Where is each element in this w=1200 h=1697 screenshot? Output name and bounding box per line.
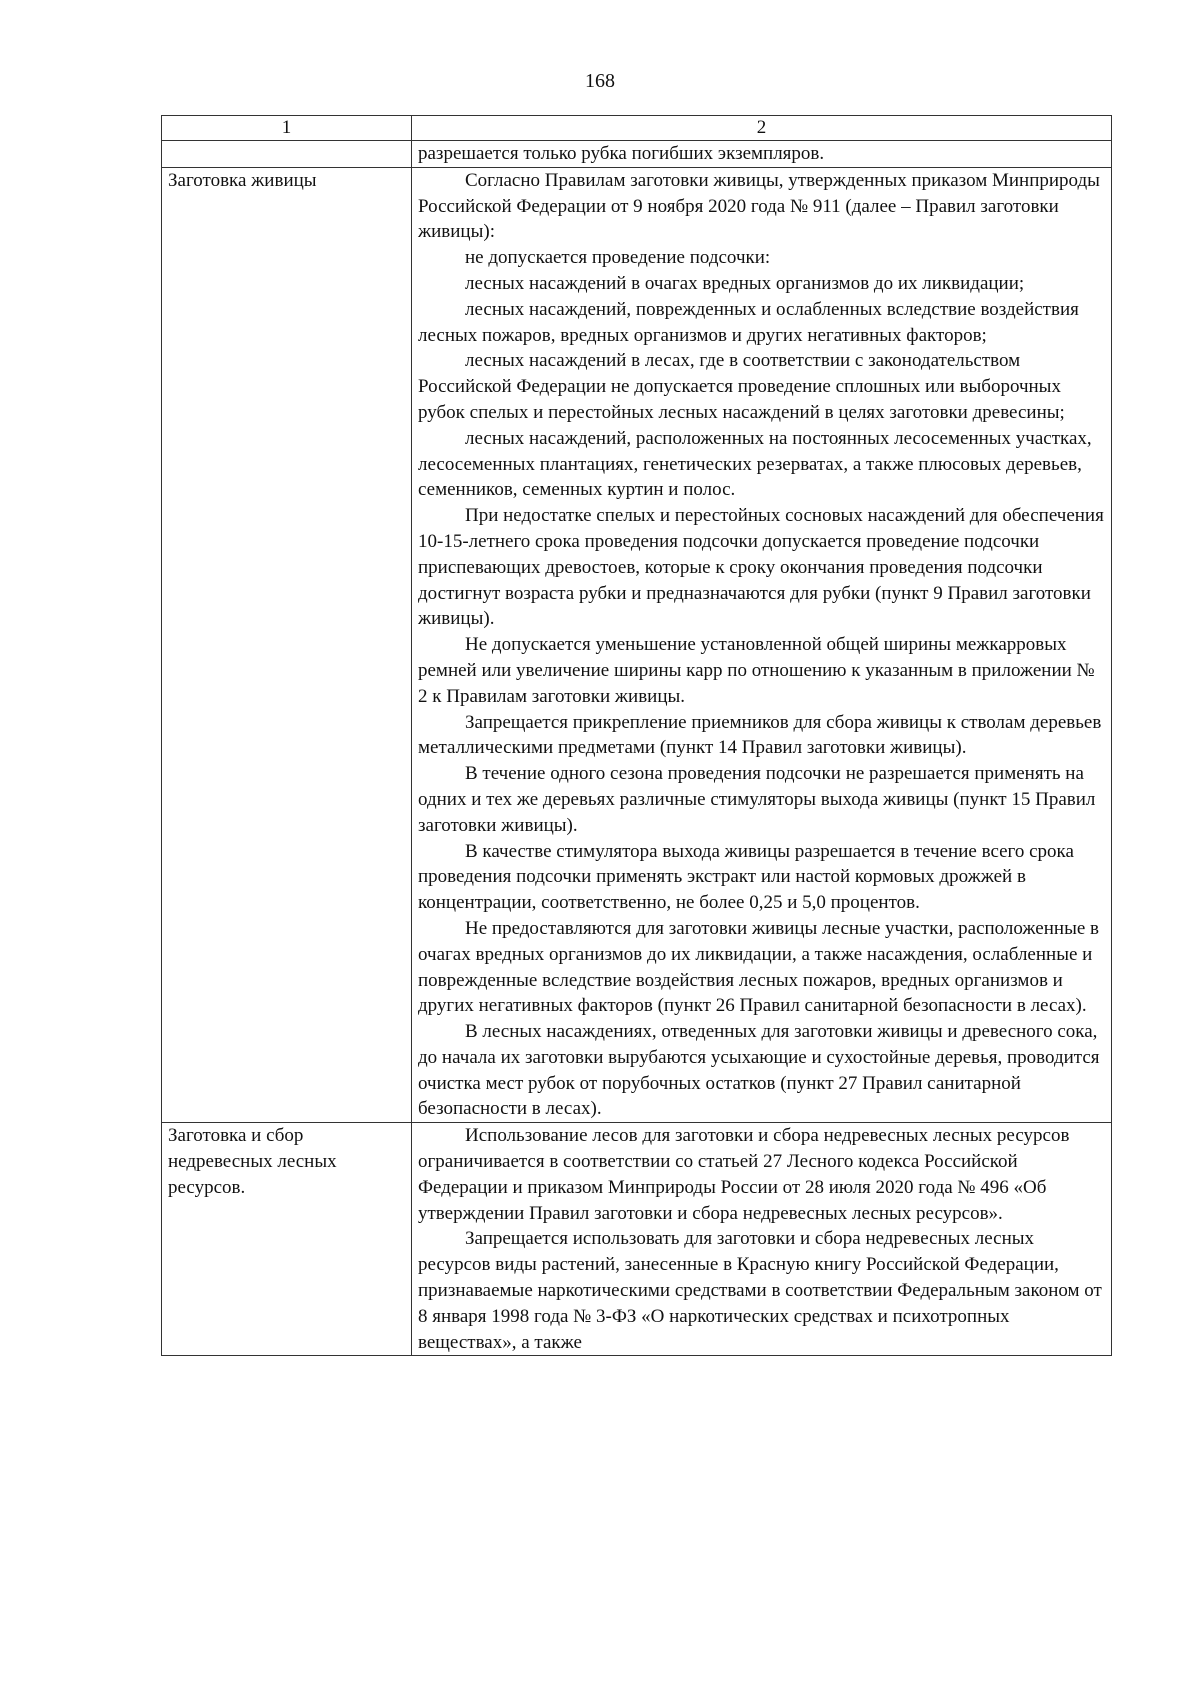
paragraph: В лесных насаждениях, отведенных для заготовки живицы и древесного сока, до начала их заготовки вырубаются усыхающие и сухостойные деревья, проводится очистка мест рубок от порубочных остатков (пункт 27 Правил санитарной безопасности в лесах). [418, 1021, 1100, 1120]
restrictions-cell [412, 1123, 1112, 1356]
paragraph: Запрещается использовать для заготовки и сбора недревесных лесных ресурсов виды растений, занесенные в Красную книгу Российской Федерации, признаваемые наркотическими средствами в соответствии Федеральным законом от 8 января 1998 года № 3-ФЗ «О наркотических средствах и психотропных веществах», а также [418, 1228, 1102, 1353]
restrictions-cell [412, 141, 1112, 168]
paragraph: Запрещается прикрепление приемников для сбора живицы к стволам деревьев металлическими предметами (пункт 14 Правил заготовки живицы). [418, 711, 1102, 759]
paragraph: Использование лесов для заготовки и сбора недревесных лесных ресурсов ограничивается в соответствии со статьей 27 Лесного кодекса Российской Федерации и приказом Минприроды России от 28 июля 2020 года № 496 «Об утверждении Правил заготовки и сбора недревесных лесных ресурсов». [418, 1125, 1070, 1224]
paragraph: Согласно Правилам заготовки живицы, утвержденных приказом Минприроды Российской Федерации от 9 ноября 2020 года № 911 (далее – Правил заготовки живицы): [418, 169, 1100, 243]
column-header-1: 1 [162, 116, 412, 141]
paragraph: При недостатке спелых и перестойных сосновых насаждений для обеспечения 10-15-летнего срока проведения подсочки допускается проведение подсочки приспевающих древостоев, которые к сроку окончания проведения подсочки достигнут возраста рубки и предназначаются для рубки (пункт 9 Правил заготовки живицы). [418, 505, 1104, 630]
table-header-row [162, 116, 1112, 141]
paragraph: лесных насаждений в очагах вредных организмов до их ликвидации; [465, 272, 1025, 294]
paragraph: В течение одного сезона проведения подсочки не разрешается применять на одних и тех же деревьях различные стимуляторы выхода живицы (пункт 15 Правил заготовки живицы). [418, 763, 1096, 836]
paragraph: Не допускается уменьшение установленной общей ширины межкарровых ремней или увеличение ширины карр по отношению к указанным в приложении № 2 к Правилам заготовки живицы. [418, 634, 1095, 707]
restrictions-cell [412, 167, 1112, 1122]
paragraph: не допускается проведение подсочки: [465, 247, 771, 269]
paragraph: лесных насаждений, поврежденных и ослабленных вследствие воздействия лесных пожаров, вредных организмов и других негативных факторов; [418, 298, 1079, 346]
table-row [162, 167, 1112, 1122]
activity-type-cell [162, 141, 412, 168]
table-row [162, 1123, 1112, 1356]
paragraph: лесных насаждений в лесах, где в соответствии с законодательством Российской Федерации не допускается проведение сплошных или выборочных рубок спелых и перестойных лесных насаждений в целях заготовки древесины; [418, 350, 1065, 423]
paragraph: лесных насаждений, расположенных на постоянных лесосеменных участках, лесосеменных плантациях, генетических резерватах, а также плюсовых деревьев, семенников, семенных куртин и полос. [418, 427, 1092, 501]
page-number: 168 [585, 70, 615, 92]
column-header-2: 2 [412, 116, 1112, 141]
regulations-table [161, 115, 1112, 1356]
paragraph: разрешается только рубка погибших экземпляров. [418, 143, 825, 164]
table-row [162, 141, 1112, 168]
paragraph: Не предоставляются для заготовки живицы лесные участки, расположенные в очагах вредных организмов до их ликвидации, а также насаждения, ослабленные и поврежденные вследствие воздействия лесных пожаров, вредных организмов и других негативных факторов (пункт 26 Правил санитарной безопасности в лесах). [418, 917, 1099, 1017]
activity-type-cell: Заготовка живицы [162, 167, 412, 1122]
table-body [162, 141, 1112, 1356]
activity-type-cell: Заготовка и сбор недревесных лесных ресурсов. [162, 1123, 412, 1356]
paragraph: В качестве стимулятора выхода живицы разрешается в течение всего срока проведения подсочки применять экстракт или настой кормовых дрожжей в концентрации, соответственно, не более 0,25 и 5,0 процентов. [418, 840, 1074, 914]
